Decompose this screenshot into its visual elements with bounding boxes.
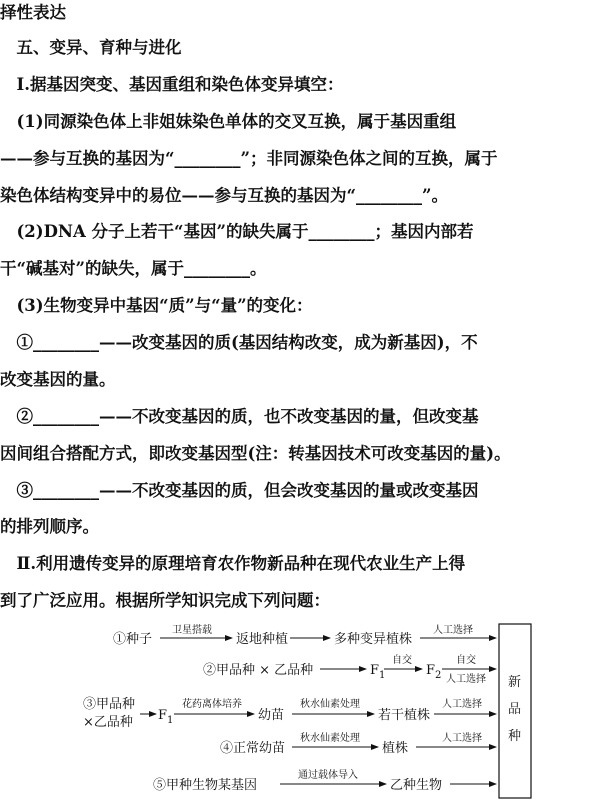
row1-mid1: 返地种植 <box>236 632 289 647</box>
row3-start-line2: ×乙品种 <box>83 715 133 730</box>
item-1-line-2: 改变基因的量。 <box>0 370 116 389</box>
part-two-line-2: 到了广泛应用。根据所学知识完成下列问题： <box>0 591 330 610</box>
item-2-line-1: ②________——不改变基因的质，也不改变基因的量，但改变基 <box>0 407 479 426</box>
row4-arrow1-label: 秋水仙素处理 <box>300 733 360 744</box>
question-2-line-1: (2)DNA 分子上若干“基因”的缺失属于________；基因内部若 <box>0 222 474 241</box>
row1-mid2: 多种变异植株 <box>334 632 413 647</box>
row5-mid: 乙种生物 <box>390 778 443 793</box>
item-3-line-2: 的排列顺序。 <box>0 517 99 536</box>
new-variety-char-1: 新 <box>508 675 522 690</box>
row3-mid1: 幼苗 <box>258 708 285 723</box>
question-3-heading: (3)生物变异中基因“质”与“量”的变化： <box>0 296 313 315</box>
text-line-1: 择性表达 <box>0 3 66 22</box>
question-1-line-2: ——参与互换的基因为“________”；非同源染色体之间的互换，属于 <box>0 149 498 168</box>
row3-start-line1: ③甲品种 <box>83 697 136 712</box>
question-1-line-1: (1)同源染色体上非姐妹染色单体的交叉互换，属于基因重组 <box>0 112 457 131</box>
new-variety-char-3: 种 <box>508 729 522 744</box>
row1-arrow2-label: 人工选择 <box>433 625 473 636</box>
new-variety-char-2: 品 <box>508 702 522 717</box>
row3-mid2: 若干植株 <box>378 708 431 723</box>
row4-mid: 植株 <box>382 741 409 756</box>
row3-f1: $F_1$ <box>158 708 174 726</box>
breeding-flow-diagram <box>0 618 594 806</box>
row4-arrow2-label: 人工选择 <box>442 733 482 744</box>
part-two-line-1: Ⅱ.利用遗传变异的原理培育农作物新品种在现代农业生产上得 <box>0 554 466 573</box>
item-2-line-2: 因间组合搭配方式，即改变基因型(注：转基因技术可改变基因的量)。 <box>0 444 511 463</box>
row5-arrow1-label: 通过载体导入 <box>298 770 358 781</box>
row2-f2: $F_2$ <box>426 663 442 681</box>
row3-arrow1-label: 花药离体培养 <box>182 699 242 710</box>
row2-f1: $F_1$ <box>370 663 386 681</box>
question-2-line-2: 干“碱基对”的缺失，属于________。 <box>0 259 267 278</box>
row1-arrow1-label: 卫星搭载 <box>172 625 212 636</box>
row2-arrow2-bottom-label: 人工选择 <box>446 674 486 685</box>
row3-arrow2-label: 秋水仙素处理 <box>300 699 360 710</box>
row5-start: ⑤甲种生物某基因 <box>153 778 258 793</box>
row2-arrow1-label: 自交 <box>392 655 412 666</box>
row2-arrow2-top-label: 自交 <box>456 655 476 666</box>
question-1-line-3: 染色体结构变异中的易位——参与互换的基因为“________”。 <box>0 186 448 205</box>
part-one-heading: Ⅰ.据基因突变、基因重组和染色体变异填空： <box>0 75 344 94</box>
row4-start: ④正常幼苗 <box>220 741 286 756</box>
row2-start: ②甲品种 × 乙品种 <box>203 663 314 678</box>
section-heading: 五、变异、育种与进化 <box>0 38 182 57</box>
row3-arrow3-label: 人工选择 <box>442 699 482 710</box>
row1-start: ①种子 <box>113 632 153 647</box>
item-1-line-1: ①________——改变基因的质(基因结构改变，成为新基因)，不 <box>0 333 478 352</box>
item-3-line-1: ③________——不改变基因的质，但会改变基因的量或改变基因 <box>0 481 479 500</box>
